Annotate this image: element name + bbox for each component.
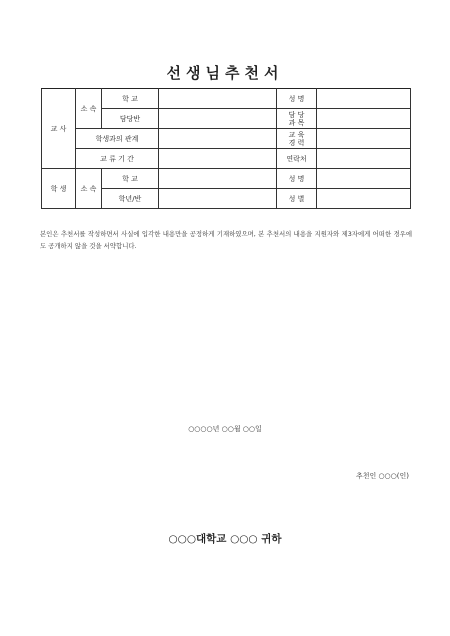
teacher-career-label-line1: 교 육 (288, 130, 305, 139)
student-affiliation-label: 소 속 (76, 169, 102, 209)
page-title: 선생님추천서 (166, 64, 284, 82)
teacher-relationship-label: 학생과의 관계 (76, 129, 159, 149)
teacher-name-field[interactable] (317, 89, 411, 109)
student-name-label: 성 명 (277, 169, 317, 189)
teacher-section-label: 교 사 (42, 89, 76, 169)
recommender-signature: 추천인 ○○○(인) (355, 472, 409, 480)
student-name-field[interactable] (317, 169, 411, 189)
student-school-field[interactable] (159, 169, 277, 189)
student-class-label: 학년/반 (102, 189, 159, 209)
teacher-contact-label: 연락처 (277, 149, 317, 169)
teacher-contact-field[interactable] (317, 149, 411, 169)
pledge-statement: 본인은 추천서를 작성하면서 사실에 입각한 내용만을 공정하게 기재하였으며, 본 추천서의 내용을 지원자와 제3자에게 어떠한 경우에도 공개하지 않을 것을 서약합니다. (40, 230, 412, 250)
student-gender-field[interactable] (317, 189, 411, 209)
teacher-affiliation-label: 소 속 (76, 89, 102, 129)
teacher-school-field[interactable] (159, 89, 277, 109)
teacher-career-label-line2: 경 력 (288, 138, 305, 147)
teacher-period-field[interactable] (159, 149, 277, 169)
teacher-subject-label (277, 109, 317, 129)
teacher-relationship-field[interactable] (159, 129, 277, 149)
addressee-line: ○○○대학교 ○○○ 귀하 (168, 533, 282, 545)
teacher-subject-field[interactable] (317, 109, 411, 129)
student-class-field[interactable] (159, 189, 277, 209)
date-line: ○○○○년 ○○월 ○○일 (188, 425, 262, 433)
teacher-career-label (277, 129, 317, 149)
teacher-homeroom-label: 담당반 (102, 109, 159, 129)
student-section-label: 학 생 (42, 169, 76, 209)
teacher-homeroom-field[interactable] (159, 109, 277, 129)
teacher-name-label: 성 명 (277, 89, 317, 109)
teacher-school-label: 학 교 (102, 89, 159, 109)
teacher-subject-label-line2: 과 목 (288, 118, 305, 127)
recommendation-form-table (41, 88, 411, 209)
student-school-label: 학 교 (102, 169, 159, 189)
teacher-subject-label-line1: 담 당 (288, 110, 305, 119)
student-gender-label: 성 별 (277, 189, 317, 209)
teacher-career-field[interactable] (317, 129, 411, 149)
teacher-period-label: 교 류 기 간 (76, 149, 159, 169)
